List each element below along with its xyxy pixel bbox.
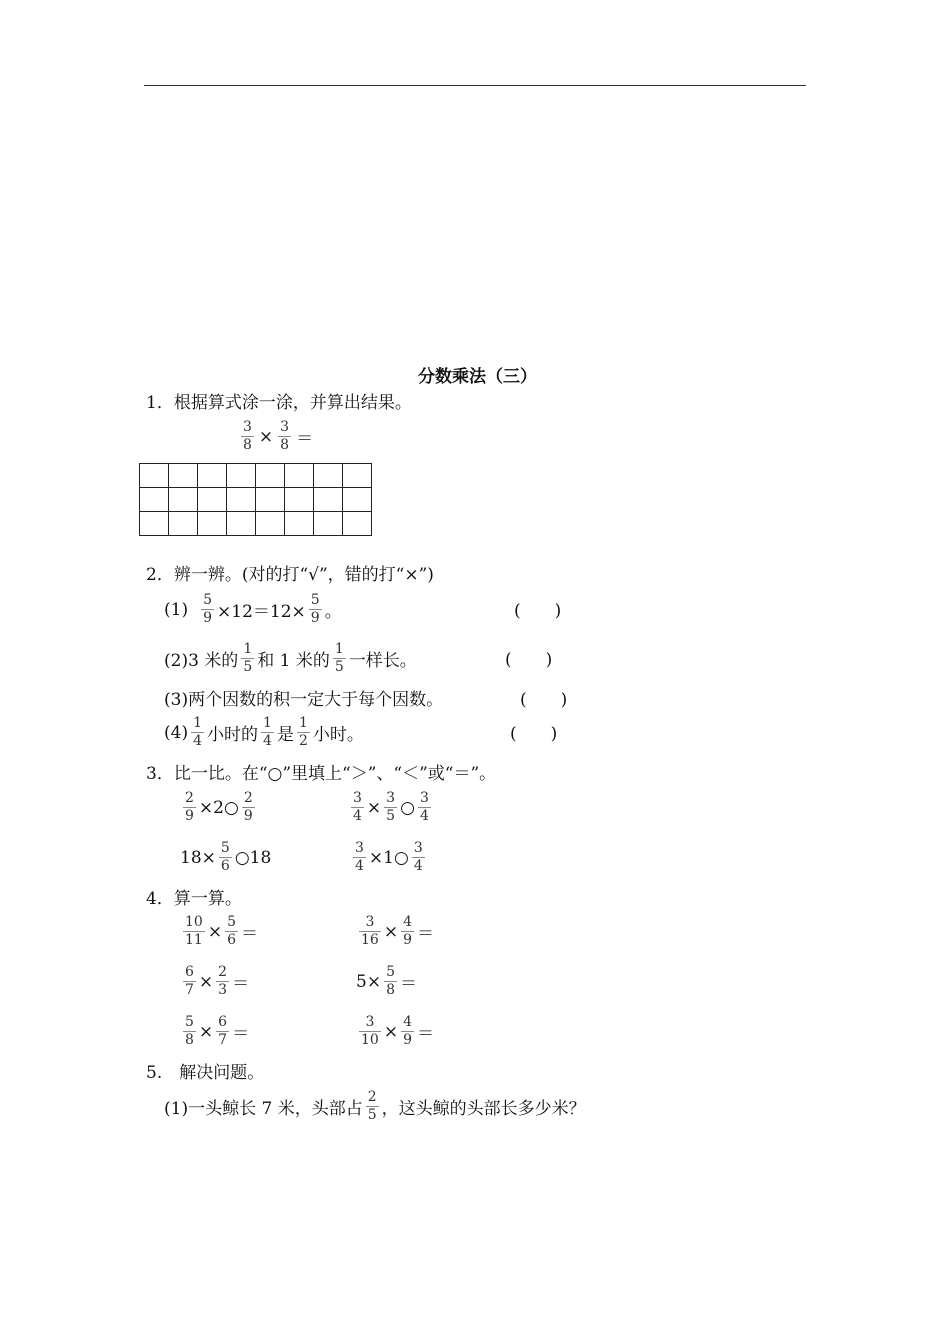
fraction: $\frac{5}{8}$ [386,964,395,998]
fraction: $\frac{1}{2}$ [298,715,308,749]
grid-cell[interactable] [140,488,169,512]
answer-blank[interactable]: ( ) [520,690,568,710]
fraction: $\frac{5}{6}$ [227,914,236,948]
fraction: $\frac{3}{5}$ [386,790,396,824]
fraction: $\frac{2}{5}$ [367,1089,377,1123]
fraction: $\frac{3}{4}$ [419,790,429,824]
grid-cell[interactable] [140,464,169,488]
header-rule [144,85,806,86]
compare-c[interactable]: 18× $\frac{5}{6}$ ○18 [180,840,272,874]
fraction: $\frac{3}{8}$ [280,419,290,453]
fraction: $\frac{6}{7}$ [185,964,194,998]
compare-b[interactable]: $\frac{3}{4}$ × $\frac{3}{5}$ ○ $\frac{3}{4}$ [353,790,429,824]
shading-grid[interactable] [139,463,372,536]
question-1-prompt: 1．根据算式涂一涂，并算出结果。 [146,393,412,413]
question-2-item-1: (1) $\frac{5}{9}$ ×12＝12× $\frac{5}{9}$ 。 [164,592,342,626]
fraction: $\frac{5}{6}$ [220,840,230,874]
fraction: $\frac{4}{9}$ [403,914,412,948]
question-1-expression: $\frac{3}{8}$ × $\frac{3}{8}$ ＝ [243,419,314,453]
grid-cell[interactable] [343,512,372,536]
grid-cell[interactable] [198,512,227,536]
fraction: $\frac{5}{9}$ [203,592,213,626]
question-2-item-2: (2)3 米的 $\frac{1}{5}$ 和 1 米的 $\frac{1}{5}$ 一样长。 [164,641,417,675]
calc-f[interactable]: $\frac{3}{10}$ × $\frac{4}{9}$ ＝ [361,1014,434,1048]
grid-cell[interactable] [169,464,198,488]
answer-blank[interactable]: ( ) [514,601,562,621]
fraction: $\frac{10}{11}$ [185,914,203,948]
fraction: $\frac{3}{16}$ [361,914,379,948]
fraction: $\frac{4}{9}$ [403,1014,412,1048]
page-title: 分数乘法（三） [418,367,537,387]
question-5-prompt: 5. 解决问题。 [146,1063,265,1083]
grid-cell[interactable] [169,488,198,512]
compare-a[interactable]: $\frac{2}{9}$ ×2○ $\frac{2}{9}$ [185,790,253,824]
calc-d[interactable]: 5× $\frac{5}{8}$ ＝ [356,964,417,998]
fraction: $\frac{1}{5}$ [334,641,344,675]
grid-cell[interactable] [314,488,343,512]
compare-d[interactable]: $\frac{3}{4}$ ×1○ $\frac{3}{4}$ [355,840,423,874]
grid-cell[interactable] [256,512,285,536]
fraction: $\frac{5}{8}$ [185,1014,194,1048]
grid-cell[interactable] [256,488,285,512]
answer-blank[interactable]: ( ) [510,724,558,744]
question-2-item-3: (3)两个因数的积一定大于每个因数。 [164,690,444,710]
fraction: $\frac{1}{5}$ [243,641,253,675]
grid-cell[interactable] [343,464,372,488]
fraction: $\frac{2}{9}$ [185,790,194,824]
grid-cell[interactable] [285,464,314,488]
fraction: $\frac{3}{4}$ [413,840,423,874]
grid-cell[interactable] [314,512,343,536]
calc-b[interactable]: $\frac{3}{16}$ × $\frac{4}{9}$ ＝ [361,914,434,948]
grid-cell[interactable] [343,488,372,512]
fraction: $\frac{6}{7}$ [218,1014,228,1048]
grid-cell[interactable] [227,464,256,488]
answer-blank[interactable]: ( ) [505,650,553,670]
fraction: $\frac{1}{4}$ [193,715,203,749]
grid-cell[interactable] [227,512,256,536]
question-3-prompt: 3．比一比。在“○”里填上“＞”、“＜”或“＝”。 [146,764,497,784]
grid-cell[interactable] [140,512,169,536]
fraction: $\frac{5}{9}$ [310,592,320,626]
fraction: $\frac{3}{4}$ [355,840,364,874]
fraction: $\frac{3}{10}$ [361,1014,379,1048]
fraction: $\frac{3}{8}$ [243,419,252,453]
grid-cell[interactable] [314,464,343,488]
question-2-item-4: (4) $\frac{1}{4}$ 小时的 $\frac{1}{4}$ 是 $\frac{1}{2}$ 小时。 [164,715,364,749]
grid-cell[interactable] [285,488,314,512]
question-4-prompt: 4．算一算。 [146,889,242,909]
grid-cell[interactable] [198,488,227,512]
fraction: $\frac{2}{3}$ [218,964,228,998]
grid-cell[interactable] [227,488,256,512]
fraction: $\frac{3}{4}$ [353,790,362,824]
calc-a[interactable]: $\frac{10}{11}$ × $\frac{5}{6}$ ＝ [185,914,258,948]
question-2-prompt: 2．辨一辨。(对的打“√”，错的打“×”) [146,565,434,585]
fraction: $\frac{1}{4}$ [263,715,272,749]
grid-cell[interactable] [198,464,227,488]
grid-cell[interactable] [169,512,198,536]
grid-cell[interactable] [285,512,314,536]
fraction: $\frac{2}{9}$ [243,790,253,824]
grid-cell[interactable] [256,464,285,488]
calc-e[interactable]: $\frac{5}{8}$ × $\frac{6}{7}$ ＝ [185,1014,250,1048]
question-5-item-1: (1)一头鲸长 7 米，头部占 $\frac{2}{5}$ ，这头鲸的头部长多少米？ [164,1089,586,1123]
calc-c[interactable]: $\frac{6}{7}$ × $\frac{2}{3}$ ＝ [185,964,250,998]
